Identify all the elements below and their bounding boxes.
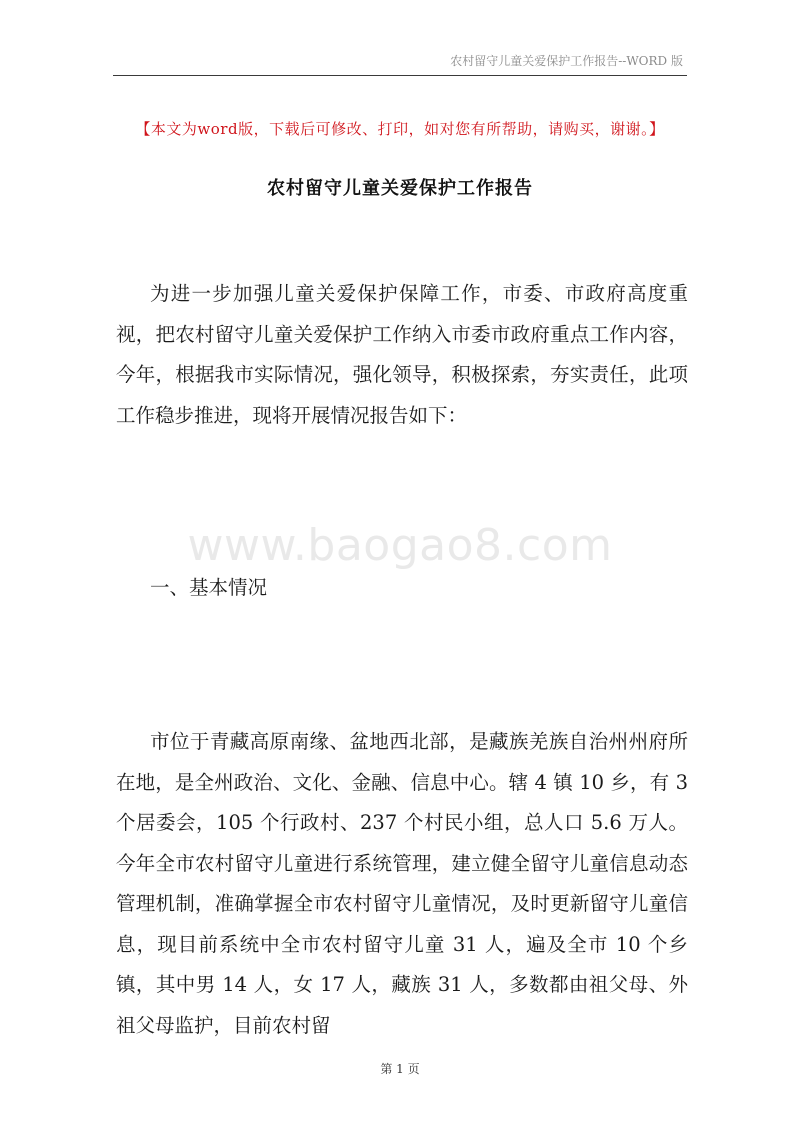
section-heading-basic: 一、基本情况: [150, 576, 268, 599]
body-paragraph: 市位于青藏高原南缘、盆地西北部，是藏族羌族自治州州府所在地，是全州政治、文化、金融、信息中心。辖 4 镇 10 乡，有 3 个居委会，105 个行政村、237 个村民小组，总人口 5.6 万人。今年全市农村留守儿童进行系统管理，建立健全留守儿童信息动态管理机制，准确掌握全市农村留守儿童情况，及时更新留守儿童信息，现目前系统中全市农村留守儿童 31 人，遍及全市 10 个乡镇，其中男 14 人，女 17 人，藏族 31 人，多数都由祖父母、外祖父母监护，目前农村留: [116, 730, 688, 1037]
document-title: 农村留守儿童关爱保护工作报告: [267, 178, 533, 199]
word-version-notice: 【本文为word版，下载后可修改、打印，如对您有所帮助，请购买，谢谢。】: [135, 120, 665, 138]
page-number: 第 1 页: [380, 1062, 420, 1076]
header-divider: [113, 75, 687, 76]
intro-paragraph: 为进一步加强儿童关爱保护保障工作，市委、市政府高度重视，把农村留守儿童关爱保护工作纳入市委市政府重点工作内容，今年，根据我市实际情况，强化领导，积极探索，夯实责任，此项工作稳步推进，现将开展情况报告如下：: [116, 282, 688, 427]
site-watermark: www.baogao8.com: [187, 520, 613, 571]
running-header: 农村留守儿童关爱保护工作报告--WORD 版: [450, 54, 683, 68]
